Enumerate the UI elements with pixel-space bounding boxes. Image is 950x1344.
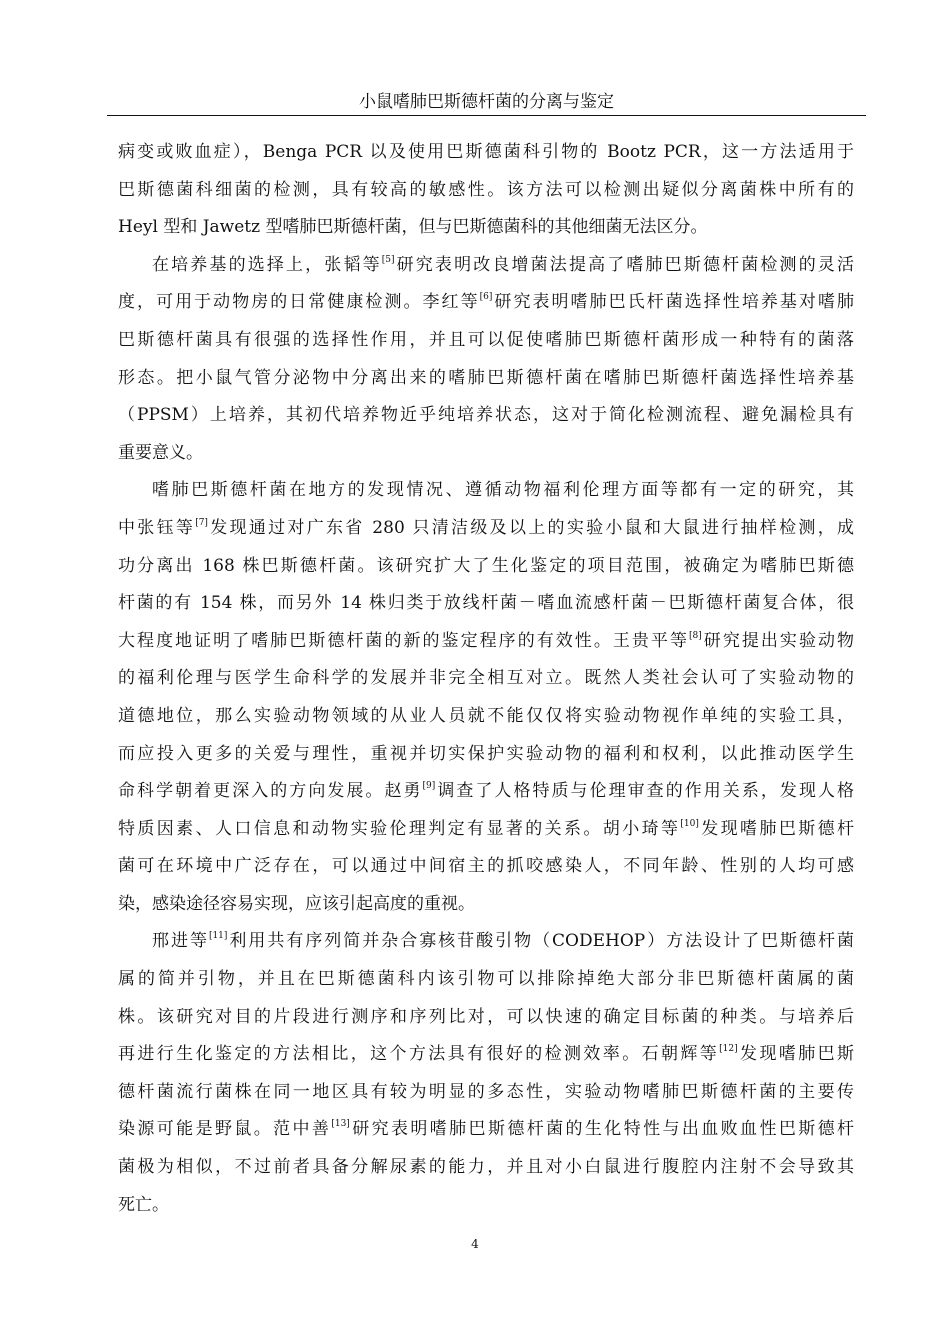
text-run: 再进行生化鉴定的方法相比，这个方法具有很好的检测效率。石朝辉等 xyxy=(118,1044,720,1065)
citation-ref: [13] xyxy=(331,1119,350,1130)
text-line xyxy=(118,886,854,924)
text-run: 病变或败血症），Benga PCR 以及使用巴斯德菌科引物的 Bootz PCR，这一方法适用于 xyxy=(118,142,854,162)
text-line xyxy=(118,435,854,473)
citation-ref: [6] xyxy=(479,292,493,303)
text-run: 研究提出实验动物 xyxy=(701,630,855,651)
citation-ref: [9] xyxy=(422,781,436,792)
text-line xyxy=(118,1149,854,1187)
text-line xyxy=(118,1036,854,1074)
text-line xyxy=(118,923,854,961)
text-run: 研究表明嗜肺巴斯德杆菌的生化特性与出血败血性巴斯德杆 xyxy=(349,1119,855,1140)
text-line xyxy=(118,811,854,849)
text-run: 度，可用于动物房的日常健康检测。李红等 xyxy=(118,292,480,313)
text-line xyxy=(118,999,854,1037)
text-line xyxy=(118,1111,854,1149)
text-run: Heyl 型和 Jawetz 型嗜肺巴斯德杆菌，但与巴斯德菌科的其他细菌无法区分。 xyxy=(118,217,708,238)
text-line xyxy=(118,961,854,999)
text-run: 巴斯德菌科细菌的检测，具有较高的敏感性。该方法可以检测出疑似分离菌株中所有的 xyxy=(118,179,854,200)
citation-ref: [10] xyxy=(680,818,699,829)
text-run: 功分离出 168 株巴斯德杆菌。该研究扩大了生化鉴定的项目范围，被确定为嗜肺巴斯德 xyxy=(118,555,854,576)
header-divider xyxy=(107,115,866,116)
text-run: 研究表明改良增菌法提高了嗜肺巴斯德杆菌检测的灵活 xyxy=(394,254,854,275)
text-run: 而应投入更多的关爱与理性，重视并切实保护实验动物的福利和权利，以此推动医学生 xyxy=(118,743,854,764)
text-run: 菌可在环境中广泛存在，可以通过中间宿主的抓咬感染人，不同年龄、性别的人均可感 xyxy=(118,856,854,877)
text-line xyxy=(118,284,854,322)
text-line xyxy=(118,397,854,435)
page-number: 4 xyxy=(471,1237,479,1251)
text-line xyxy=(118,585,854,623)
text-line xyxy=(118,134,854,172)
citation-ref: [8] xyxy=(689,630,702,641)
text-run: 发现嗜肺巴斯德杆 xyxy=(698,818,855,839)
text-line xyxy=(118,172,854,210)
text-run: 调查了人格特质与伦理审查的作用关系，发现人格 xyxy=(435,781,855,802)
citation-ref: [12] xyxy=(719,1044,738,1055)
text-run: （PPSM）上培养，其初代培养物近乎纯培养状态，这对于简化检测流程、避免漏检具有 xyxy=(118,405,854,426)
body-text xyxy=(118,134,854,1224)
text-run: 死亡。 xyxy=(118,1194,169,1215)
citation-ref: [5] xyxy=(381,254,395,265)
text-line xyxy=(118,360,854,398)
text-run: 杆菌的有 154 株，而另外 14 株归类于放线杆菌－嗜血流感杆菌－巴斯德杆菌复合体，很 xyxy=(118,593,854,614)
text-run: 中张钰等 xyxy=(118,517,196,538)
citation-ref: [11] xyxy=(208,931,228,942)
text-run: 命科学朝着更深入的方向发展。赵勇 xyxy=(118,781,423,802)
text-line xyxy=(118,548,854,586)
text-line xyxy=(118,510,854,548)
text-run: 特质因素、人口信息和动物实验伦理判定有显著的关系。胡小琦等 xyxy=(118,818,681,839)
text-run: 发现通过对广东省 280 只清洁级及以上的实验小鼠和大鼠进行抽样检测，成 xyxy=(207,517,854,538)
text-run: 德杆菌流行菌株在同一地区具有较为明显的多态性，实验动物嗜肺巴斯德杆菌的主要传 xyxy=(118,1081,854,1102)
text-line xyxy=(118,623,854,661)
text-run: 研究表明嗜肺巴氏杆菌选择性培养基对嗜肺 xyxy=(492,292,854,313)
text-run: 邢进等 xyxy=(152,931,209,952)
text-run: 的福利伦理与医学生命科学的发展并非完全相互对立。既然人类社会认可了实验动物的 xyxy=(118,668,854,689)
text-run: 嗜肺巴斯德杆菌在地方的发现情况、遵循动物福利伦理方面等都有一定的研究，其 xyxy=(152,480,854,501)
text-run: 株。该研究对目的片段进行测序和序列比对，可以快速的确定目标菌的种类。与培养后 xyxy=(118,1006,854,1027)
text-run: 道德地位，那么实验动物领域的从业人员就不能仅仅将实验动物视作单纯的实验工具， xyxy=(118,705,854,726)
text-line xyxy=(118,209,854,247)
text-line xyxy=(118,1074,854,1112)
text-line xyxy=(118,848,854,886)
text-run: 发现嗜肺巴斯 xyxy=(737,1044,855,1065)
text-run: 重要意义。 xyxy=(118,442,203,463)
page-header-title: 小鼠嗜肺巴斯德杆菌的分离与鉴定 xyxy=(359,92,614,112)
text-run: 大程度地证明了嗜肺巴斯德杆菌的新的鉴定程序的有效性。王贵平等 xyxy=(118,630,689,651)
text-run: 形态。把小鼠气管分泌物中分离出来的嗜肺巴斯德杆菌在嗜肺巴斯德杆菌选择性培养基 xyxy=(118,367,854,388)
text-run: 属的简并引物，并且在巴斯德菌科内该引物可以排除掉绝大部分非巴斯德杆菌属的菌 xyxy=(118,969,854,990)
text-line xyxy=(118,247,854,285)
text-line xyxy=(118,472,854,510)
text-line xyxy=(118,773,854,811)
text-line xyxy=(118,660,854,698)
text-run: 菌极为相似，不过前者具备分解尿素的能力，并且对小白鼠进行腹腔内注射不会导致其 xyxy=(118,1157,854,1178)
text-run: 利用共有序列简并杂合寡核苷酸引物（CODEHOP）方法设计了巴斯德杆菌 xyxy=(227,931,854,952)
text-run: 染源可能是野鼠。范中善 xyxy=(118,1119,332,1140)
text-line xyxy=(118,322,854,360)
text-run: 染，感染途径容易实现，应该引起高度的重视。 xyxy=(118,893,475,914)
text-line xyxy=(118,1187,854,1225)
text-run: 巴斯德杆菌具有很强的选择性作用，并且可以促使嗜肺巴斯德杆菌形成一种特有的菌落 xyxy=(118,329,854,350)
text-line xyxy=(118,698,854,736)
text-line xyxy=(118,736,854,774)
text-run: 在培养基的选择上，张韬等 xyxy=(152,254,382,275)
citation-ref: [7] xyxy=(195,517,208,528)
